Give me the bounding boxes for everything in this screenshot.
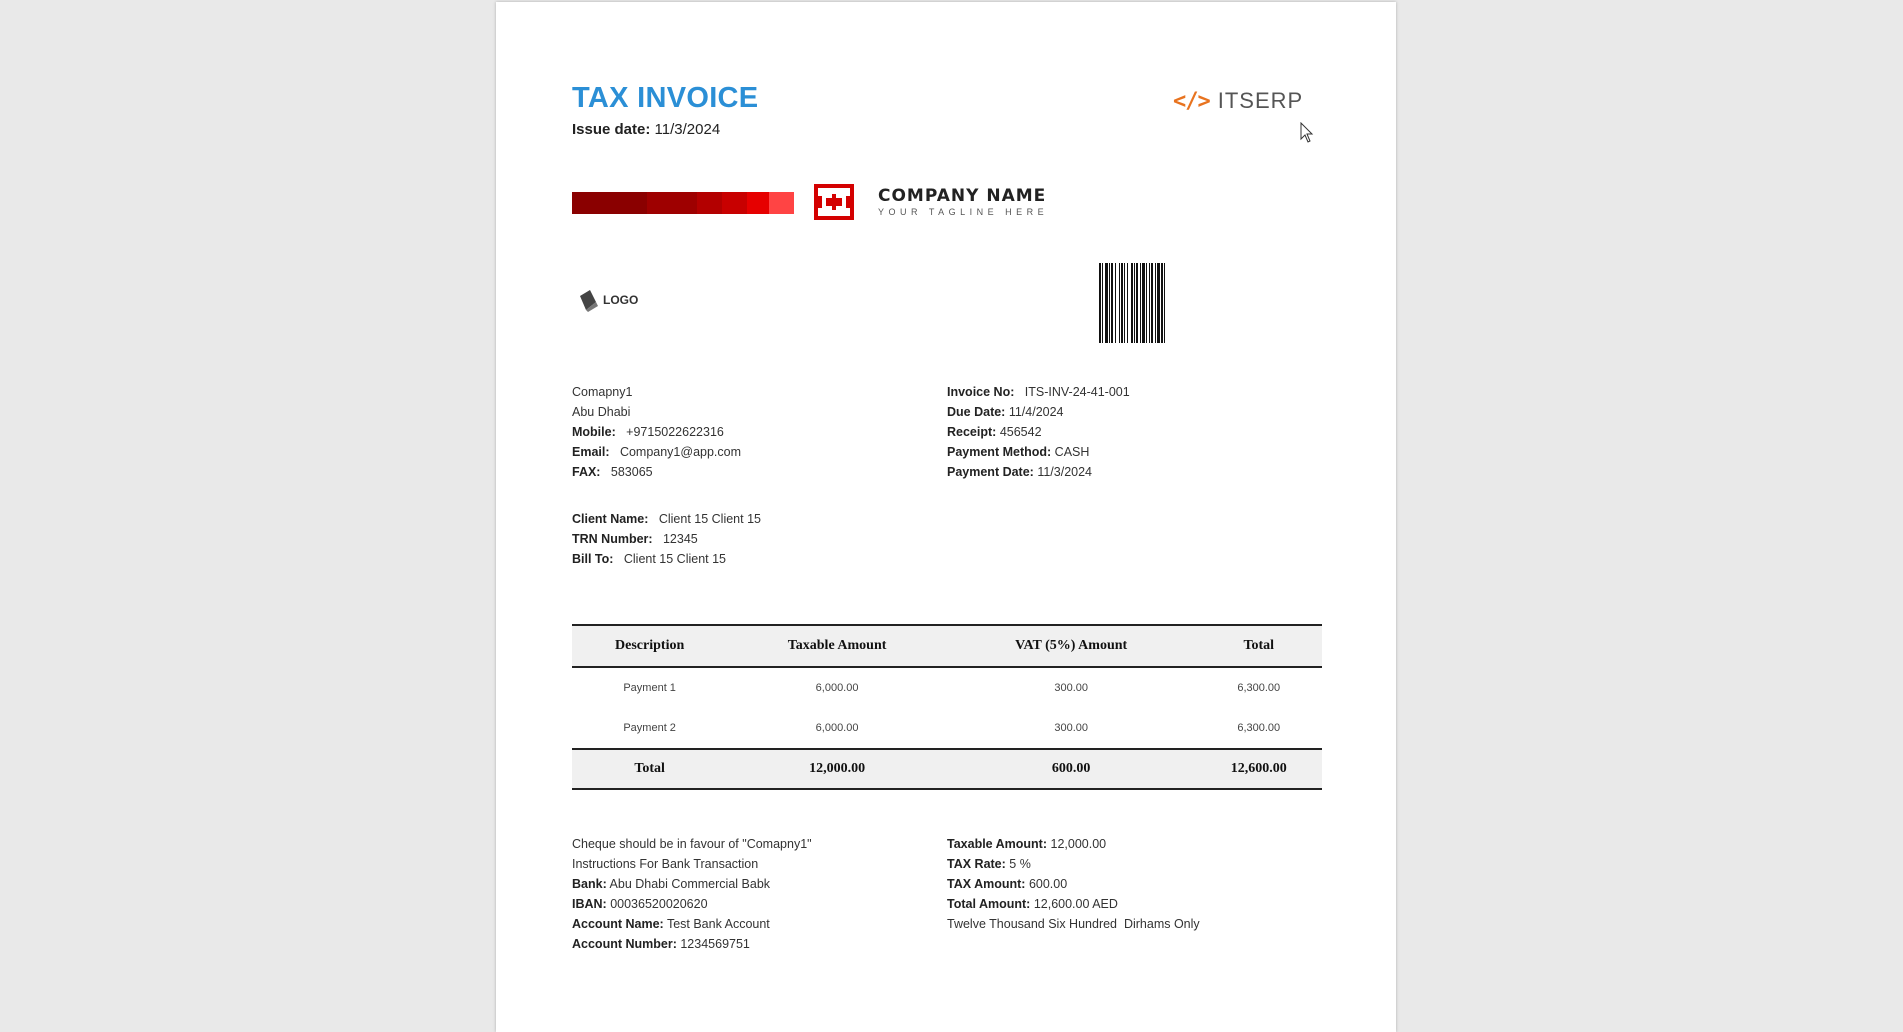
table-cell: Total: [572, 749, 727, 789]
table-row: [572, 708, 1322, 749]
summary-taxable: Taxable Amount: 12,000.00: [947, 837, 1107, 851]
column-header: Total: [1196, 625, 1323, 667]
logo-text: LOGO: [603, 293, 639, 307]
issue-date: [572, 121, 720, 138]
cheque-note: Cheque should be in favour of "Comapny1": [572, 837, 812, 851]
issue-date-value: 11/3/2024: [654, 121, 721, 138]
client-trn: TRN Number: 12345: [572, 532, 698, 546]
invoice-number: Invoice No: ITS-INV-24-41-001: [947, 385, 1130, 399]
table-cell: 300.00: [1054, 682, 1088, 694]
company-name-line: Comapny1: [572, 385, 633, 399]
client-name: Client Name: Client 15 Client 15: [572, 512, 761, 526]
amount-summary: [947, 834, 1200, 934]
company-mobile: Mobile: +9715022622316: [572, 425, 724, 439]
invoice-page: [496, 2, 1396, 1032]
table-cell: 300.00: [1054, 722, 1088, 734]
logo: [578, 288, 638, 312]
client-bill-to: Bill To: Client 15 Client 15: [572, 552, 727, 566]
bank-iban: IBAN: 00036520020620: [572, 897, 708, 911]
barcode: [1099, 263, 1197, 343]
bank-name: Bank: Abu Dhabi Commercial Babk: [572, 877, 771, 891]
payment-method: Payment Method: CASH: [947, 445, 1090, 459]
brand-color-bar: [572, 192, 794, 214]
column-header: VAT (5%) Amount: [947, 625, 1196, 667]
company-emblem-icon: [814, 184, 854, 220]
bank-details: [572, 834, 812, 954]
logo-icon: [578, 288, 600, 312]
invoice-title: TAX INVOICE: [572, 82, 759, 114]
summary-amount-words: Twelve Thousand Six Hundred Dirhams Only: [947, 917, 1200, 931]
due-date: Due Date: 11/4/2024: [947, 405, 1064, 419]
receipt: Receipt: 456542: [947, 425, 1042, 439]
company-city: Abu Dhabi: [572, 405, 631, 419]
summary-total: Total Amount: 12,600.00 AED: [947, 897, 1118, 911]
company-details: [572, 382, 741, 482]
table-cell: 600.00: [947, 749, 1196, 789]
table-cell: Payment 2: [623, 722, 676, 734]
code-icon: </>: [1173, 88, 1210, 114]
table-cell: 6,300.00: [1237, 682, 1281, 694]
table-cell: Payment 1: [623, 682, 676, 694]
invoice-items-table: [572, 624, 1322, 790]
table-cell: 12,000.00: [727, 749, 947, 789]
table-cell: 6,300.00: [1237, 722, 1281, 734]
table-cell: 12,600.00: [1196, 749, 1323, 789]
summary-tax-amount: TAX Amount: 600.00: [947, 877, 1068, 891]
company-email: Email: Company1@app.com: [572, 445, 742, 459]
company-name: COMPANY NAME: [878, 186, 1047, 206]
column-header: Taxable Amount: [727, 625, 947, 667]
bank-account-name: Account Name: Test Bank Account: [572, 917, 770, 931]
client-details: [572, 509, 761, 569]
table-cell: 6,000.00: [815, 722, 859, 734]
bank-account-number: Account Number: 1234569751: [572, 937, 750, 951]
table-row: [572, 667, 1322, 708]
mouse-cursor-icon: [1300, 122, 1316, 144]
issue-date-label: Issue date:: [572, 121, 651, 138]
itserp-logo: [1173, 88, 1303, 114]
bank-instructions: Instructions For Bank Transaction: [572, 857, 759, 871]
itserp-logo-text: ITSERP: [1217, 88, 1304, 113]
column-header: Description: [572, 625, 727, 667]
company-tagline: YOUR TAGLINE HERE: [878, 207, 1049, 217]
payment-date: Payment Date: 11/3/2024: [947, 465, 1093, 479]
company-fax: FAX: 583065: [572, 465, 653, 479]
table-header-row: [572, 625, 1322, 667]
table-total-row: [572, 749, 1322, 789]
table-cell: 6,000.00: [815, 682, 859, 694]
summary-tax-rate: TAX Rate: 5 %: [947, 857, 1031, 871]
invoice-details: [947, 382, 1130, 482]
